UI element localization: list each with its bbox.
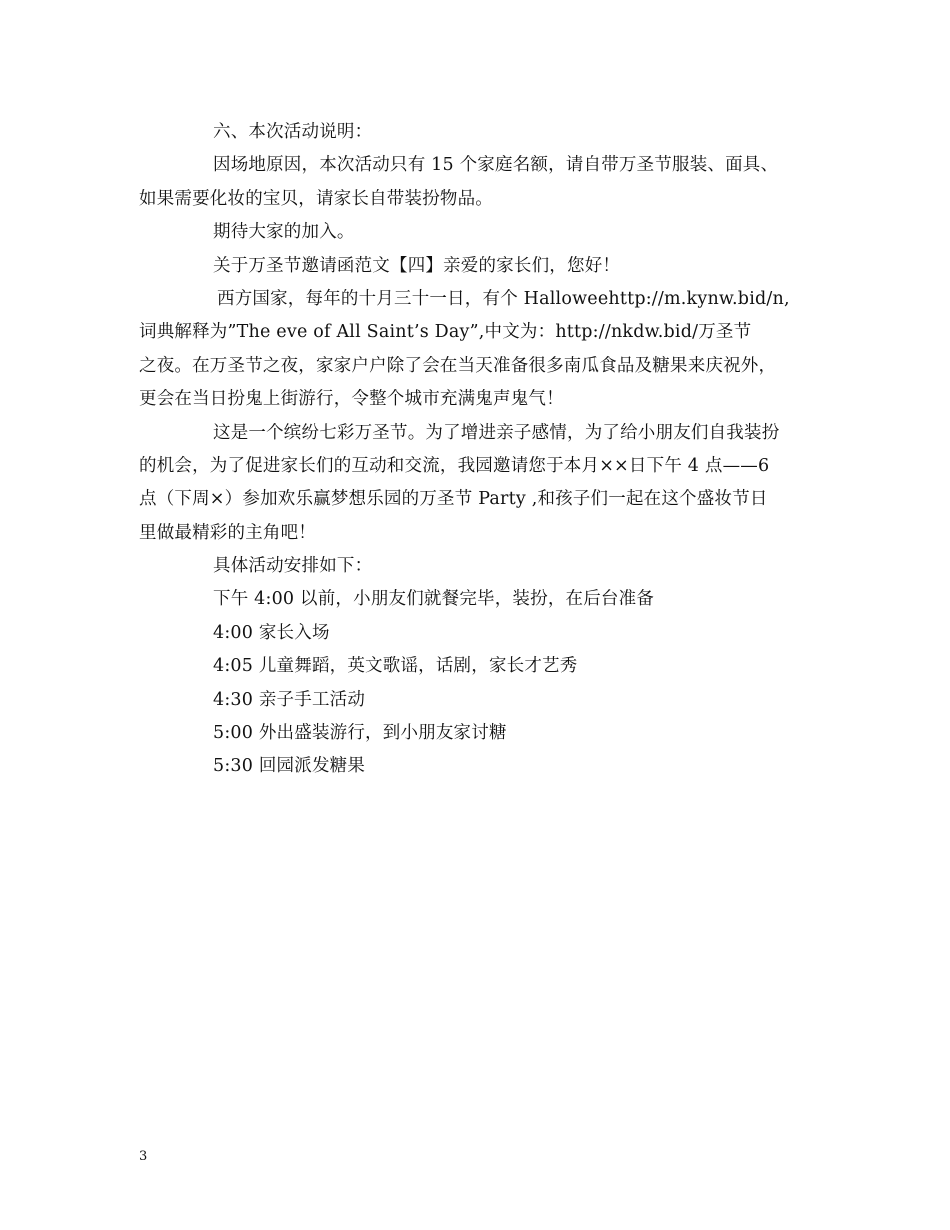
paragraph-line: 如果需要化妆的宝贝，请家长自带装扮物品。 [139,188,493,209]
schedule-item: 4:30 亲子手工活动 [213,689,366,710]
schedule-item: 4:00 家长入场 [213,622,330,643]
paragraph-line: 期待大家的加入。 [213,222,355,243]
section-heading: 六、本次活动说明： [213,122,373,142]
page-number: 3 [139,1149,148,1164]
paragraph-line: 的机会，为了促进家长们的互动和交流，我园邀请您于本月××日下午 4 点——6 [139,455,770,476]
paragraph-line: 词典解释为”The eve of All Saint’s Day”,中文为：http://nkdw.bid/万圣节 [139,322,752,343]
paragraph-line: 更会在当日扮鬼上街游行，令整个城市充满鬼声鬼气！ [139,389,564,410]
paragraph-line: 西方国家，每年的十月三十一日，有个 Halloweehttp://m.kynw.bid/n, [217,288,790,309]
paragraph-line: 这是一个缤纷七彩万圣节。为了增进亲子感情，为了给小朋友们自我装扮 [213,422,780,443]
document-body [139,116,814,784]
schedule-item: 5:30 回园派发糖果 [213,756,366,777]
paragraph-line: 因场地原因，本次活动只有 15 个家庭名额，请自带万圣节服装、面具、 [213,155,779,176]
paragraph-line: 点（下周×）参加欢乐赢梦想乐园的万圣节 Party ,和孩子们一起在这个盛妆节日 [139,489,768,510]
paragraph-line: 里做最精彩的主角吧！ [139,522,316,543]
paragraph-line: 关于万圣节邀请函范文【四】亲爱的家长们，您好！ [213,255,621,276]
schedule-item: 4:05 儿童舞蹈，英文歌谣，话剧，家长才艺秀 [213,656,578,677]
schedule-item: 下午 4:00 以前，小朋友们就餐完毕，装扮，在后台准备 [213,589,655,610]
paragraph-line: 之夜。在万圣节之夜，家家户户除了会在当天准备很多南瓜食品及糖果来庆祝外， [139,355,777,376]
schedule-heading: 具体活动安排如下： [213,556,373,577]
schedule-item: 5:00 外出盛装游行，到小朋友家讨糖 [213,723,507,744]
